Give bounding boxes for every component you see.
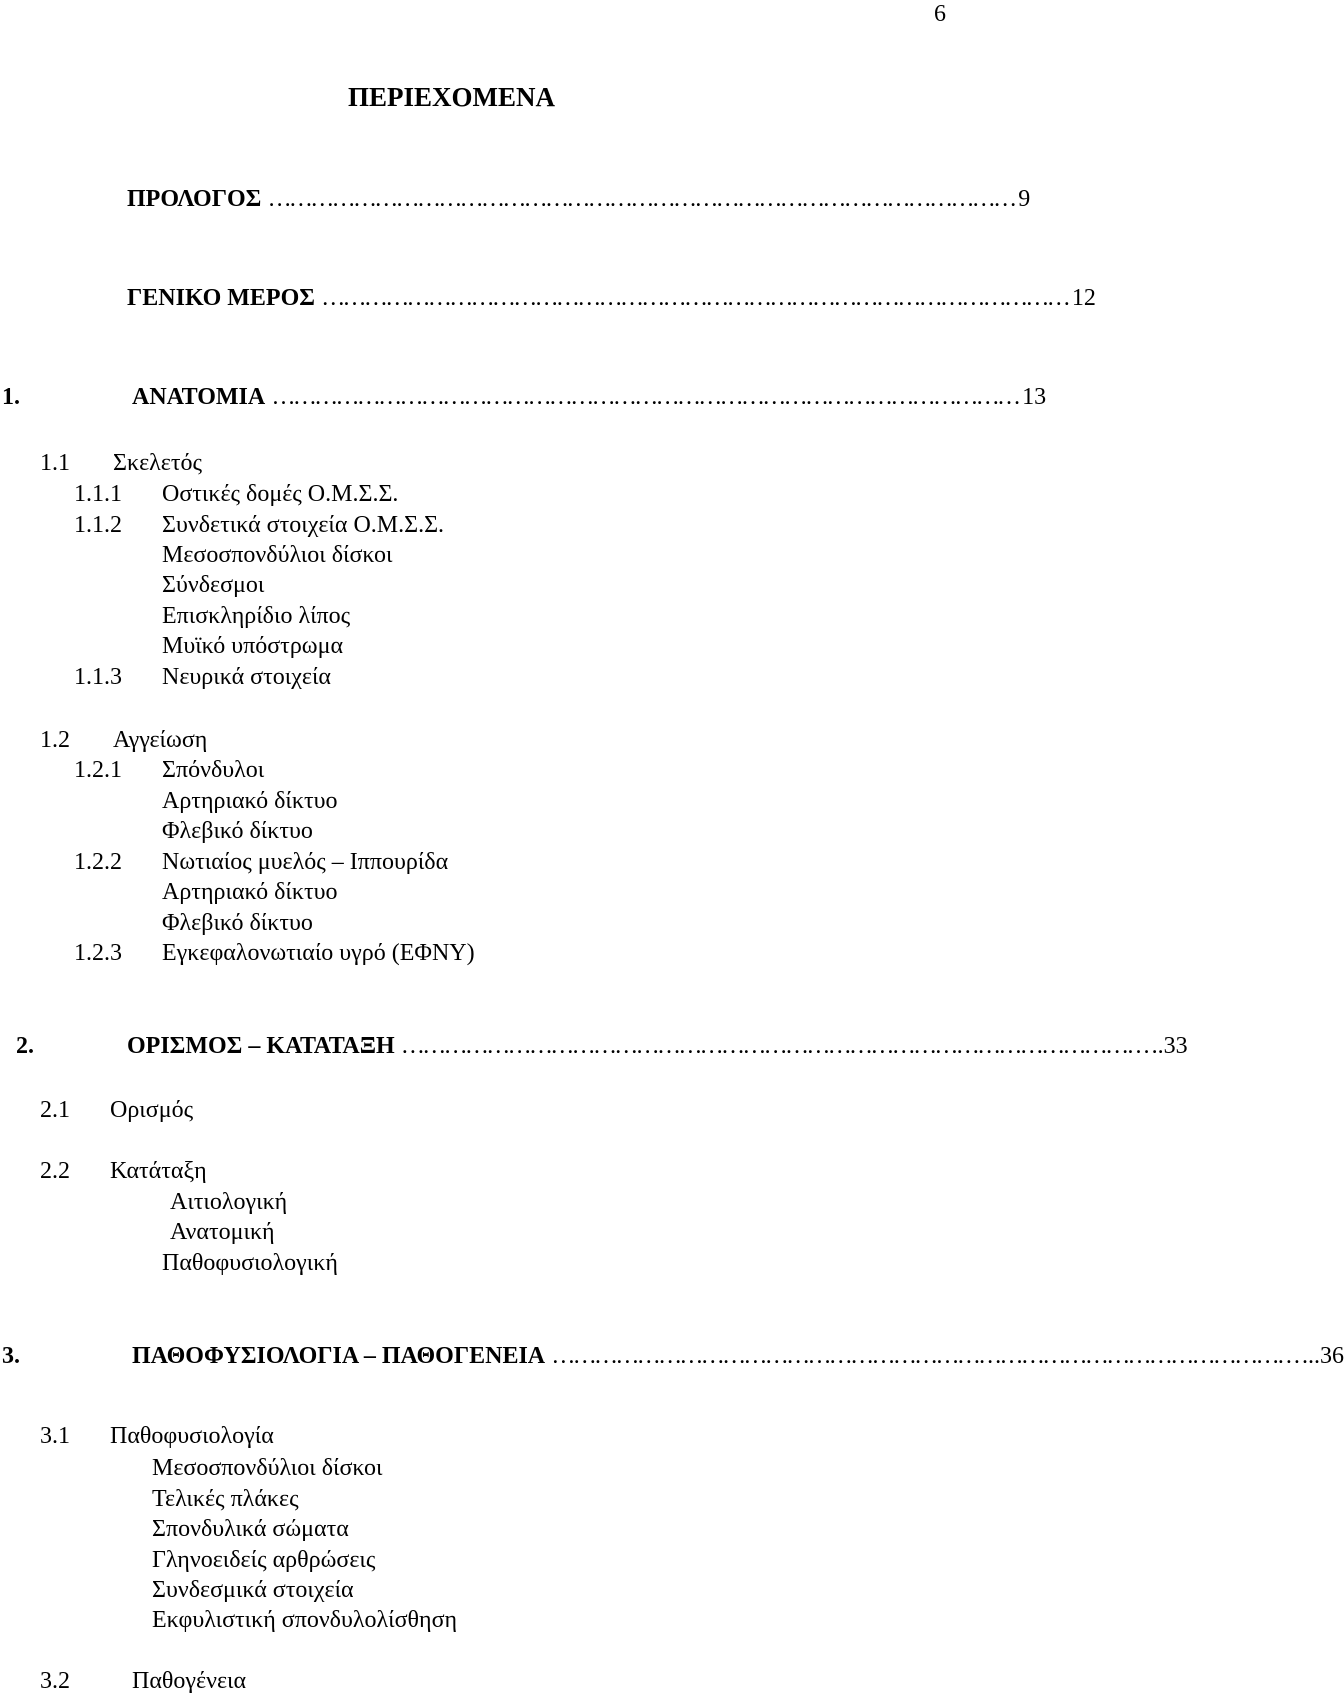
section-label: Παθογένεια <box>132 1668 247 1694</box>
toc-entry-page: 12 <box>1071 285 1096 311</box>
toc-entry-label: ΠΑΘΟΦΥΣΙΟΛΟΓΙΑ – ΠΑΘΟΓΕΝΕΙΑ <box>132 1343 546 1369</box>
section-number: 1.2.1 <box>74 757 122 783</box>
section-label: Παθοφυσιολογία <box>110 1423 274 1449</box>
section-number: 1.2.2 <box>74 849 122 875</box>
subtopic-label: Συνδεσμικά στοιχεία <box>152 1577 354 1603</box>
subtopic-label: Φλεβικό δίκτυο <box>162 818 313 844</box>
subtopic-label: Μυϊκό υπόστρωμα <box>162 633 344 659</box>
subtopic-label: Αιτιολογική <box>170 1189 288 1215</box>
dot-leader: …………………………………………………………………………………………… <box>553 1343 1301 1369</box>
section-label: Συνδετικά στοιχεία Ο.Μ.Σ.Σ. <box>162 512 445 538</box>
subtopic-label: Αρτηριακό δίκτυο <box>162 788 338 814</box>
dot-leader: …………………………………………………………………………………………… <box>402 1033 1150 1059</box>
toc-entry-label: ΑΝΑΤΟΜΙΑ <box>132 384 266 410</box>
chapter-number-2: 2. <box>16 1033 34 1059</box>
section-number: 2.2 <box>40 1158 70 1184</box>
section-label: Νευρικά στοιχεία <box>162 664 331 690</box>
subtopic-label: Επισκληρίδιο λίπος <box>162 603 351 629</box>
section-number: 1.1.1 <box>74 481 122 507</box>
subtopic-label: Τελικές πλάκες <box>152 1486 299 1512</box>
subtopic-label: Μεσοσπονδύλιοι δίσκοι <box>162 542 393 568</box>
section-number: 1.1 <box>40 450 70 476</box>
section-label: Ορισμός <box>110 1097 194 1123</box>
dot-leader: …………………………………………………………………………………………… <box>322 285 1070 311</box>
section-number: 2.1 <box>40 1097 70 1123</box>
section-label: Οστικές δομές Ο.Μ.Σ.Σ. <box>162 481 399 507</box>
subtopic-label: Σύνδεσμοι <box>162 572 265 598</box>
section-number: 1.1.3 <box>74 664 122 690</box>
section-number: 1.2.3 <box>74 940 122 966</box>
section-label: Εγκεφαλονωτιαίο υγρό (ΕΦΝΥ) <box>162 940 475 966</box>
toc-entry-page: 9 <box>1018 186 1031 212</box>
section-label: Νωτιαίος μυελός – Ιππουρίδα <box>162 849 449 875</box>
toc-entry-label: ΟΡΙΣΜΟΣ – ΚΑΤΑΤΑΞΗ <box>127 1033 395 1059</box>
subtopic-label: Γληνοειδείς αρθρώσεις <box>152 1547 376 1573</box>
section-label: Σπόνδυλοι <box>162 757 265 783</box>
toc-entry-prologue[interactable] <box>127 186 1031 212</box>
section-number: 1.1.2 <box>74 512 122 538</box>
toc-entry-page: ...36 <box>1302 1343 1344 1369</box>
toc-entry-general[interactable] <box>127 285 1096 311</box>
toc-entry-label: ΓΕΝΙΚΟ ΜΕΡΟΣ <box>127 285 315 311</box>
toc-entry-ch1[interactable] <box>132 384 1047 410</box>
subtopic-label: Ανατομική <box>170 1219 275 1245</box>
dot-leader: …………………………………………………………………………………………… <box>269 186 1017 212</box>
section-number: 3.2 <box>40 1668 70 1694</box>
section-number: 1.2 <box>40 727 70 753</box>
chapter-number-3: 3. <box>2 1343 20 1369</box>
dot-leader: …………………………………………………………………………………………… <box>273 384 1021 410</box>
page-title: ΠΕΡΙΕΧΟΜΕΝΑ <box>348 82 556 112</box>
toc-entry-ch3[interactable] <box>132 1343 1344 1369</box>
toc-entry-ch2[interactable] <box>127 1033 1188 1059</box>
subtopic-label: Εκφυλιστική σπονδυλολίσθηση <box>152 1607 458 1633</box>
subtopic-label: Σπονδυλικά σώματα <box>152 1516 349 1542</box>
subtopic-label: Φλεβικό δίκτυο <box>162 910 313 936</box>
section-label: Σκελετός <box>113 450 203 476</box>
page-number: 6 <box>934 1 946 27</box>
toc-entry-label: ΠΡΟΛΟΓΟΣ <box>127 186 262 212</box>
subtopic-label: Αρτηριακό δίκτυο <box>162 879 338 905</box>
subtopic-label: Μεσοσπονδύλιοι δίσκοι <box>152 1455 383 1481</box>
section-number: 3.1 <box>40 1423 70 1449</box>
toc-entry-page: ..33 <box>1151 1033 1188 1059</box>
section-label: Κατάταξη <box>110 1158 207 1184</box>
toc-entry-page: 13 <box>1022 384 1047 410</box>
subtopic-label: Παθοφυσιολογική <box>162 1250 338 1276</box>
section-label: Αγγείωση <box>113 727 208 753</box>
chapter-number-1: 1. <box>2 384 20 410</box>
